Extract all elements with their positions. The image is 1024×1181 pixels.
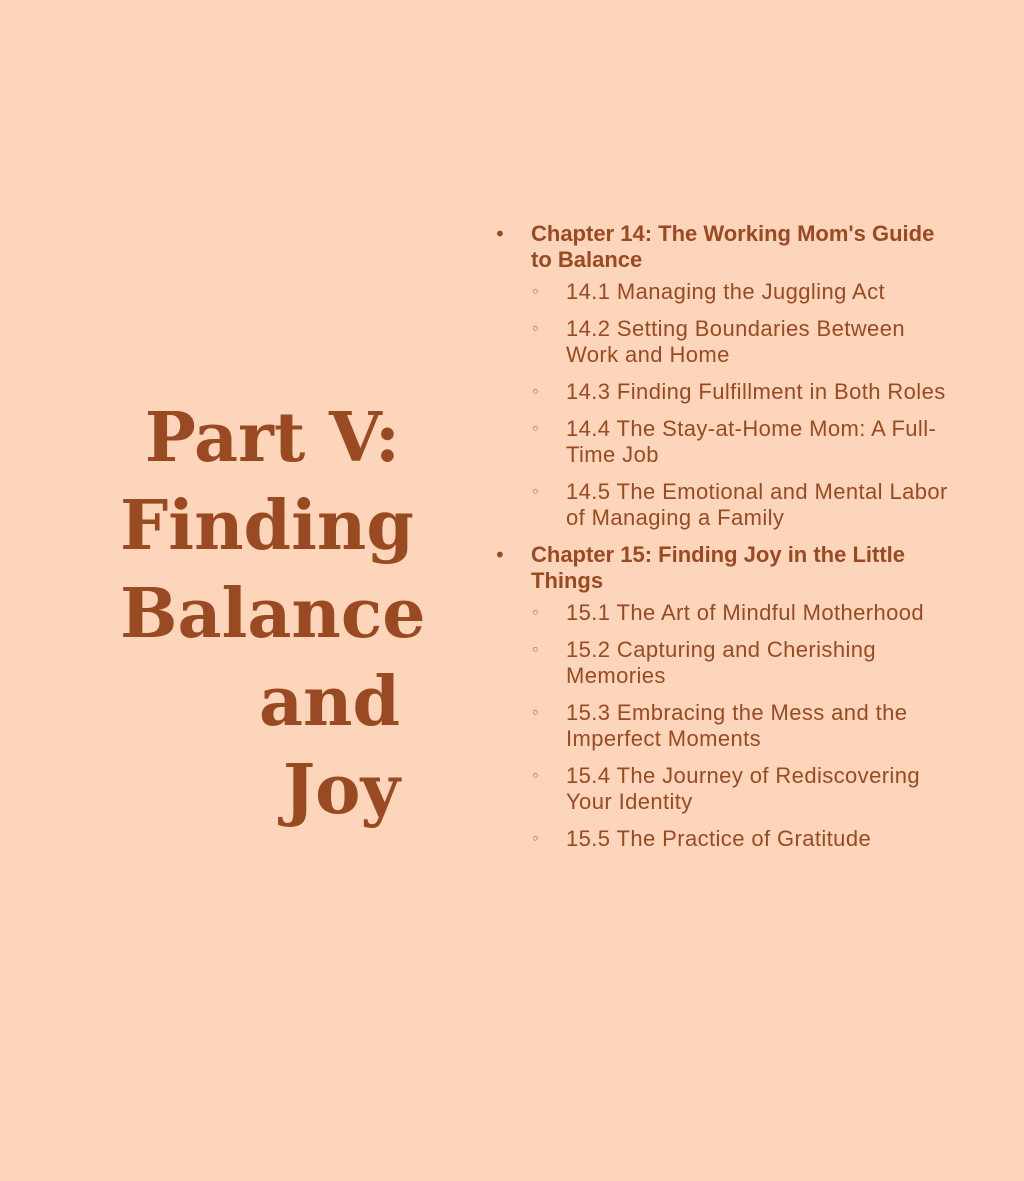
section-title: 15.4 The Journey of Rediscovering Your Identity: [566, 763, 920, 814]
section-title: 15.2 Capturing and Cherishing Memories: [566, 637, 877, 688]
toc-section: [531, 479, 964, 531]
section-list: [531, 279, 964, 531]
section-title: 14.2 Setting Boundaries Between Work and Home: [566, 316, 905, 367]
section-title: 15.5 The Practice of Gratitude: [566, 826, 872, 851]
toc-section: [531, 279, 964, 305]
circle-bullet-icon: ◦: [531, 320, 540, 338]
toc-section: [531, 637, 964, 689]
circle-bullet-icon: ◦: [531, 641, 540, 659]
circle-bullet-icon: ◦: [531, 830, 540, 848]
toc-section: [531, 826, 964, 852]
bullet-icon: •: [494, 222, 506, 246]
toc-section: [531, 763, 964, 815]
circle-bullet-icon: ◦: [531, 383, 540, 401]
circle-bullet-icon: ◦: [531, 704, 540, 722]
section-title: 14.3 Finding Fulfillment in Both Roles: [566, 379, 946, 404]
part-title: [120, 394, 426, 834]
part-title-line: and Joy: [258, 662, 400, 830]
section-title: 14.1 Managing the Juggling Act: [566, 279, 886, 304]
circle-bullet-icon: ◦: [531, 283, 540, 301]
circle-bullet-icon: ◦: [531, 604, 540, 622]
toc-section: [531, 316, 964, 368]
bullet-icon: •: [494, 543, 506, 567]
section-title: 14.5 The Emotional and Mental Labor of Managing a Family: [566, 479, 948, 530]
circle-bullet-icon: ◦: [531, 483, 540, 501]
chapter-title: Chapter 15: Finding Joy in the Little Things: [531, 542, 906, 593]
section-title: 14.4 The Stay-at-Home Mom: A Full-Time Job: [566, 416, 937, 467]
circle-bullet-icon: ◦: [531, 767, 540, 785]
section-list: [531, 600, 964, 852]
toc-section: [531, 700, 964, 752]
toc-section: [531, 600, 964, 626]
table-of-contents: [494, 221, 964, 863]
circle-bullet-icon: ◦: [531, 420, 540, 438]
part-title-line: Part V:: [144, 398, 400, 478]
chapter-title: Chapter 14: The Working Mom's Guide to Balance: [531, 221, 935, 272]
part-title-line: Balance: [120, 574, 426, 654]
part-title-line: Finding: [120, 486, 414, 566]
toc-section: [531, 416, 964, 468]
section-title: 15.1 The Art of Mindful Motherhood: [566, 600, 925, 625]
toc-section: [531, 379, 964, 405]
toc-chapter: [494, 542, 964, 852]
section-title: 15.3 Embracing the Mess and the Imperfect Moments: [566, 700, 908, 751]
toc-chapter: [494, 221, 964, 531]
